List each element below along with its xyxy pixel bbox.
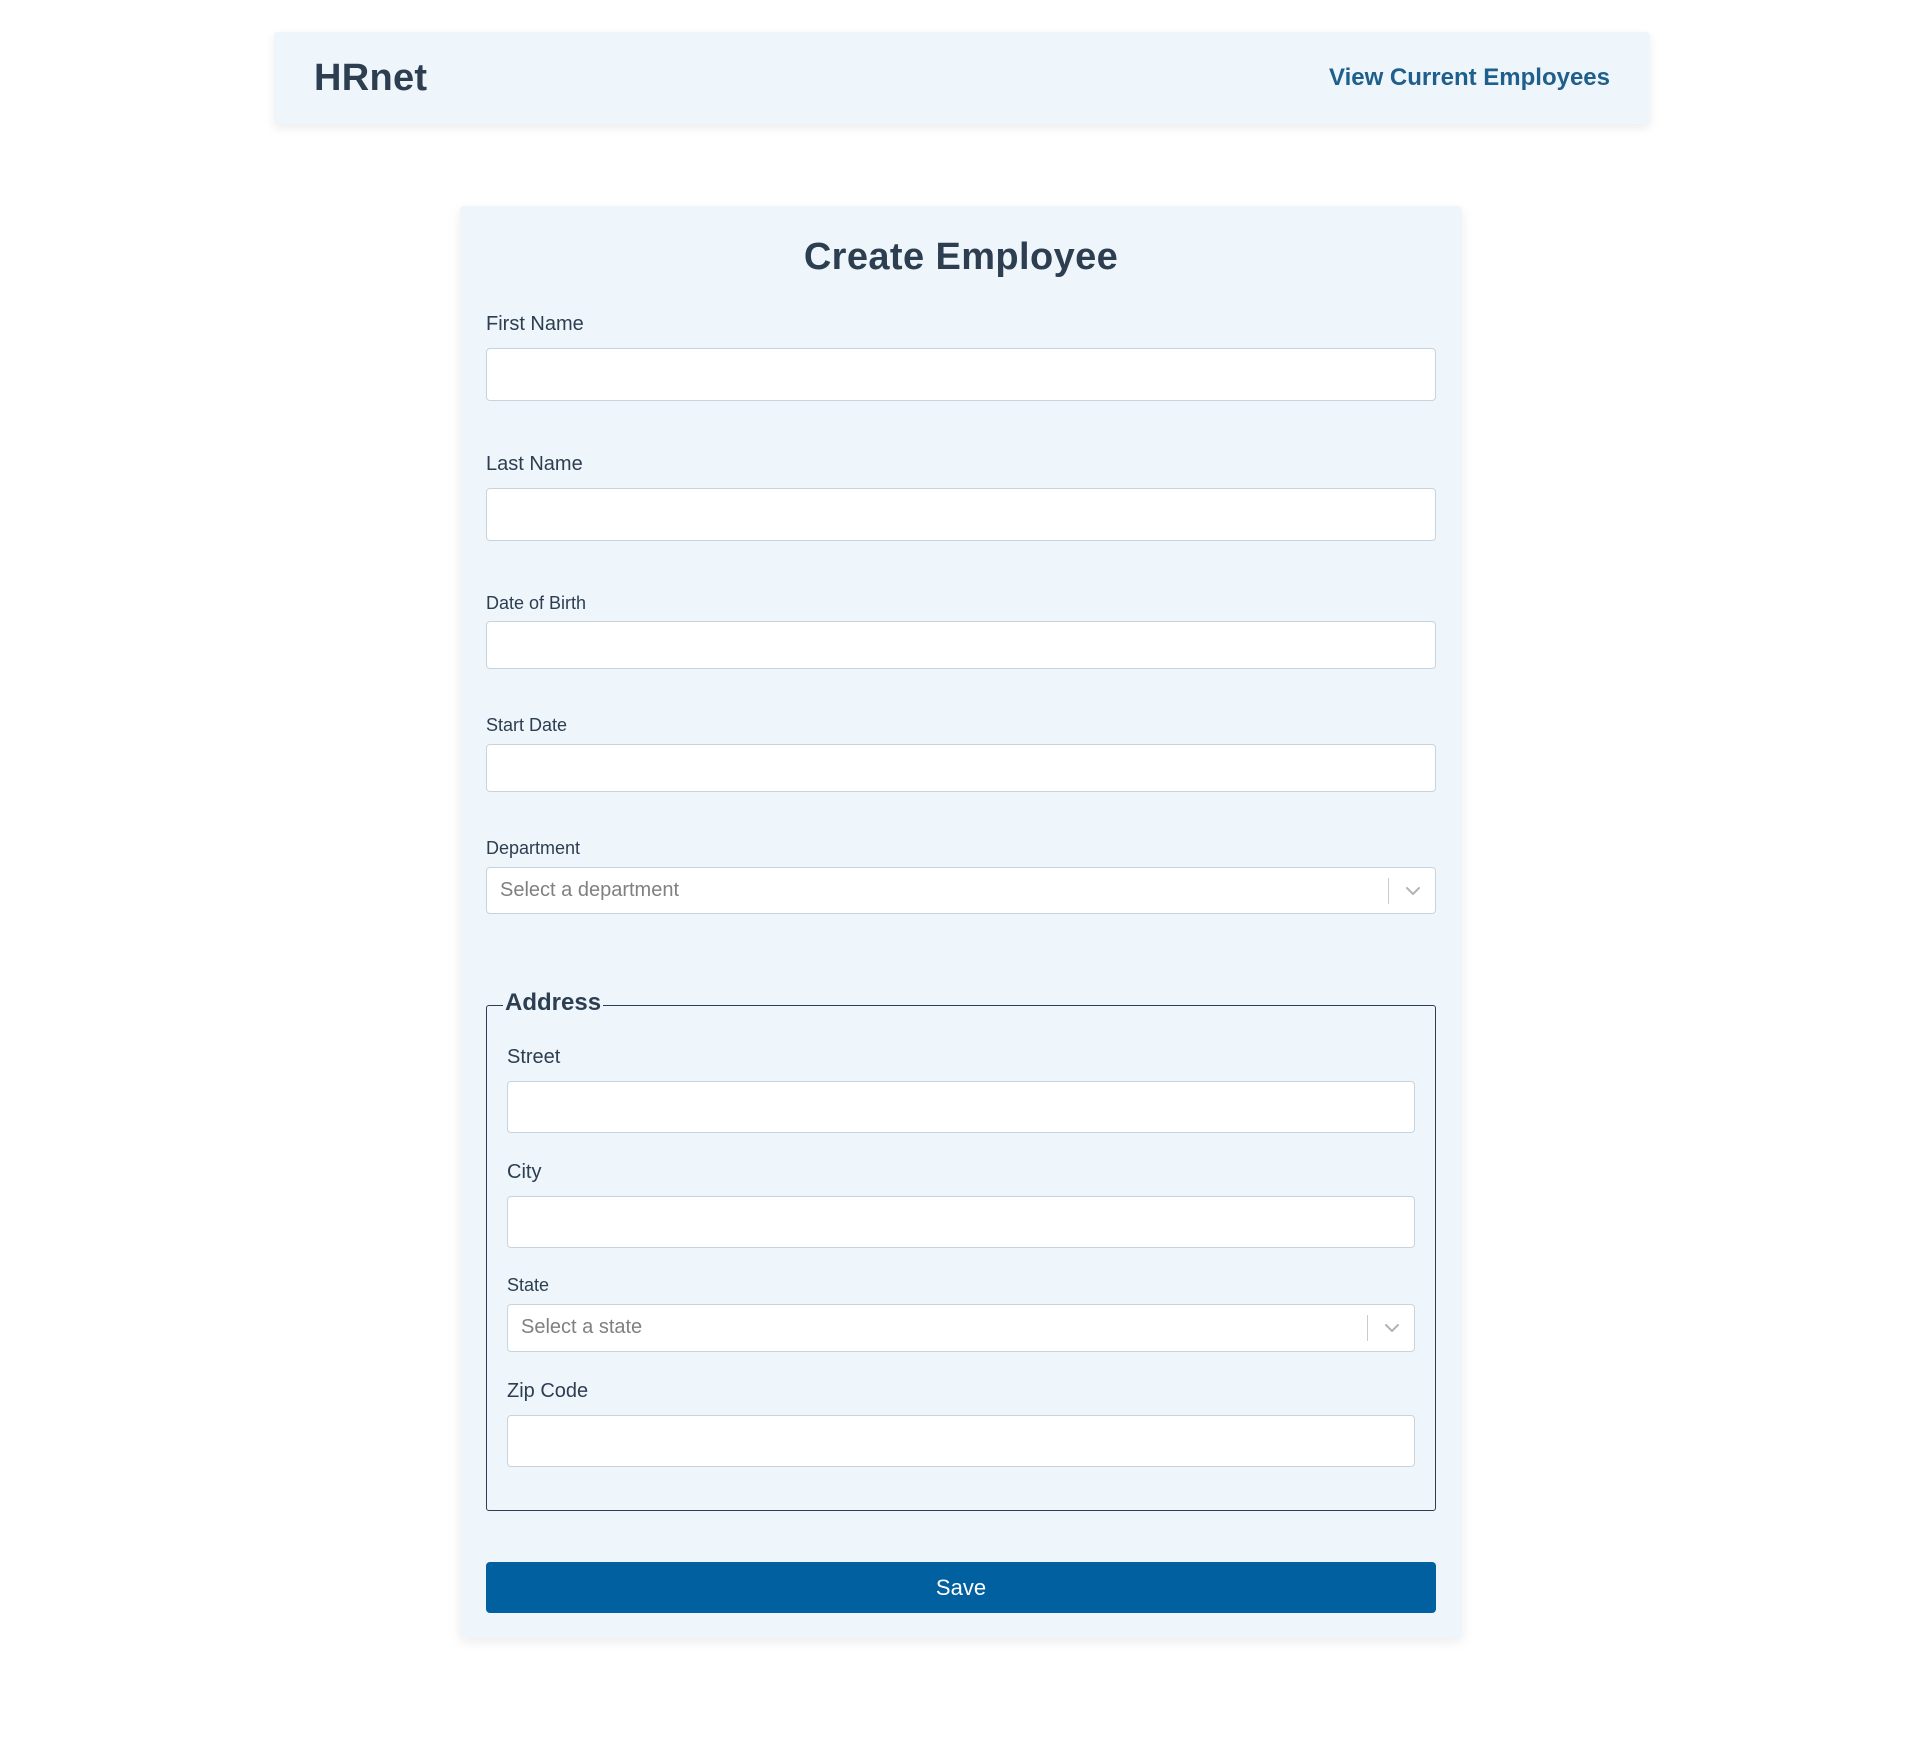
address-fieldset	[486, 989, 1436, 1511]
save-button[interactable]: Save	[486, 1562, 1436, 1613]
select-separator	[1367, 1315, 1368, 1341]
department-label: Department	[486, 838, 581, 858]
view-current-employees-link[interactable]: View Current Employees	[1329, 64, 1610, 91]
last-name-input[interactable]	[486, 488, 1436, 541]
first-name-label: First Name	[486, 313, 584, 335]
city-input[interactable]	[507, 1196, 1415, 1248]
department-select[interactable]	[486, 867, 1436, 914]
zip-code-label: Zip Code	[507, 1380, 589, 1402]
brand-logo: HRnet	[314, 56, 428, 99]
select-separator	[1388, 878, 1389, 904]
street-input[interactable]	[507, 1081, 1415, 1133]
last-name-label: Last Name	[486, 453, 583, 475]
department-select-placeholder: Select a department	[500, 879, 679, 901]
chevron-down-icon[interactable]	[1401, 879, 1425, 903]
zip-code-input[interactable]	[507, 1415, 1415, 1467]
state-select[interactable]	[507, 1304, 1415, 1352]
date-of-birth-label: Date of Birth	[486, 593, 587, 613]
create-employee-card	[460, 206, 1462, 1638]
state-label: State	[507, 1275, 550, 1295]
street-label: Street	[507, 1046, 561, 1068]
address-legend: Address	[505, 989, 602, 1016]
state-select-placeholder: Select a state	[521, 1316, 643, 1338]
start-date-input[interactable]	[486, 744, 1436, 792]
app-header	[274, 32, 1650, 124]
chevron-down-icon[interactable]	[1380, 1316, 1404, 1340]
date-of-birth-input[interactable]	[486, 621, 1436, 669]
first-name-input[interactable]	[486, 348, 1436, 401]
start-date-label: Start Date	[486, 715, 568, 735]
page-title: Create Employee	[803, 236, 1119, 278]
city-label: City	[507, 1161, 542, 1183]
